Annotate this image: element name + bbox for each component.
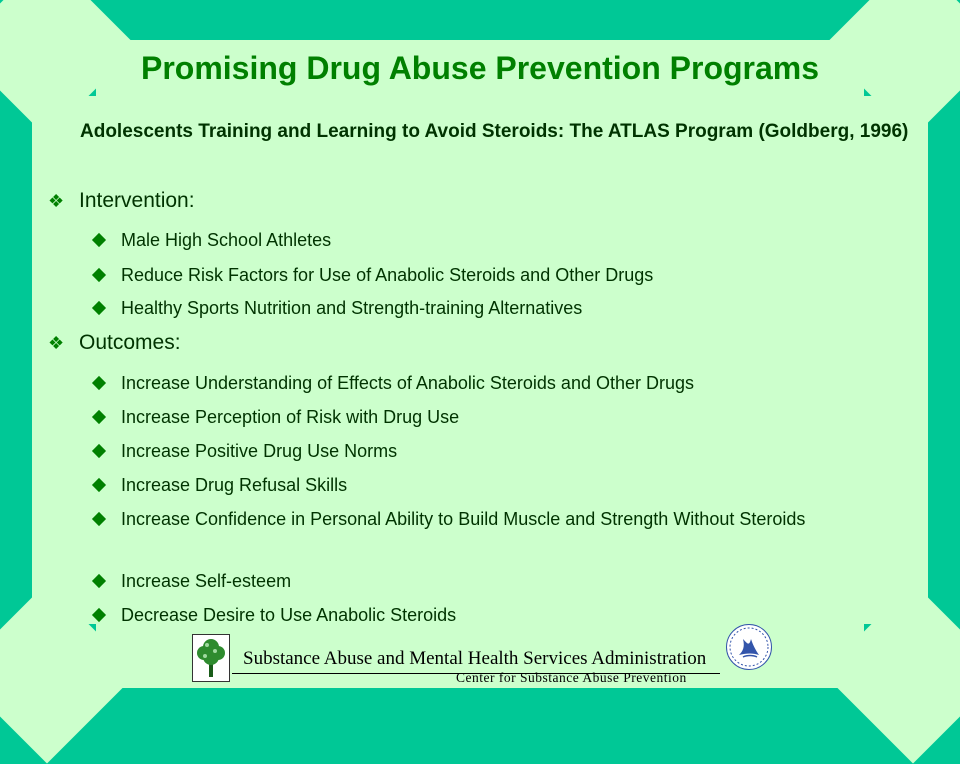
diamond-bullet-icon <box>92 444 106 458</box>
footer-logos <box>192 632 772 688</box>
diamond-bullet-icon <box>92 376 106 390</box>
list-item: Increase Self-esteem <box>92 568 872 594</box>
diamond-bullet-icon <box>92 478 106 492</box>
section-bullet-icon: ❖ <box>48 190 65 211</box>
organization-name: Substance Abuse and Mental Health Services Administration <box>243 648 707 669</box>
tree-logo-icon <box>192 634 230 682</box>
list-item: Reduce Risk Factors for Use of Anabolic Steroids and Other Drugs <box>92 262 872 288</box>
section-heading-outcomes <box>48 331 181 355</box>
diamond-bullet-icon <box>92 574 106 588</box>
section-heading-intervention <box>48 189 195 213</box>
list-item: Increase Understanding of Effects of Anabolic Steroids and Other Drugs <box>92 370 872 396</box>
slide-title: Promising Drug Abuse Prevention Programs <box>140 50 820 86</box>
section-heading-label: Intervention: <box>79 189 195 212</box>
list-item: Decrease Desire to Use Anabolic Steroids <box>92 602 872 628</box>
diamond-bullet-icon <box>92 512 106 526</box>
diamond-bullet-icon <box>92 268 106 282</box>
list-item: Male High School Athletes <box>92 227 872 253</box>
list-item: Increase Drug Refusal Skills <box>92 472 872 498</box>
list-item: Increase Perception of Risk with Drug Use <box>92 404 872 430</box>
diamond-bullet-icon <box>92 301 106 315</box>
hhs-seal-icon <box>726 624 772 670</box>
slide-subtitle: Adolescents Training and Learning to Avoid Steroids: The ATLAS Program (Goldberg, 1996) <box>80 121 909 142</box>
list-item: Increase Confidence in Personal Ability to Build Muscle and Strength Without Steroids <box>92 506 872 532</box>
section-heading-label: Outcomes: <box>79 331 181 354</box>
list-item: Healthy Sports Nutrition and Strength-training Alternatives <box>92 295 872 321</box>
section-bullet-icon: ❖ <box>48 332 65 353</box>
list-item: Increase Positive Drug Use Norms <box>92 438 872 464</box>
diamond-bullet-icon <box>92 608 106 622</box>
diamond-bullet-icon <box>92 233 106 247</box>
center-name: Center for Substance Abuse Prevention <box>456 670 687 685</box>
slide-panel-main <box>32 96 928 624</box>
diamond-bullet-icon <box>92 410 106 424</box>
